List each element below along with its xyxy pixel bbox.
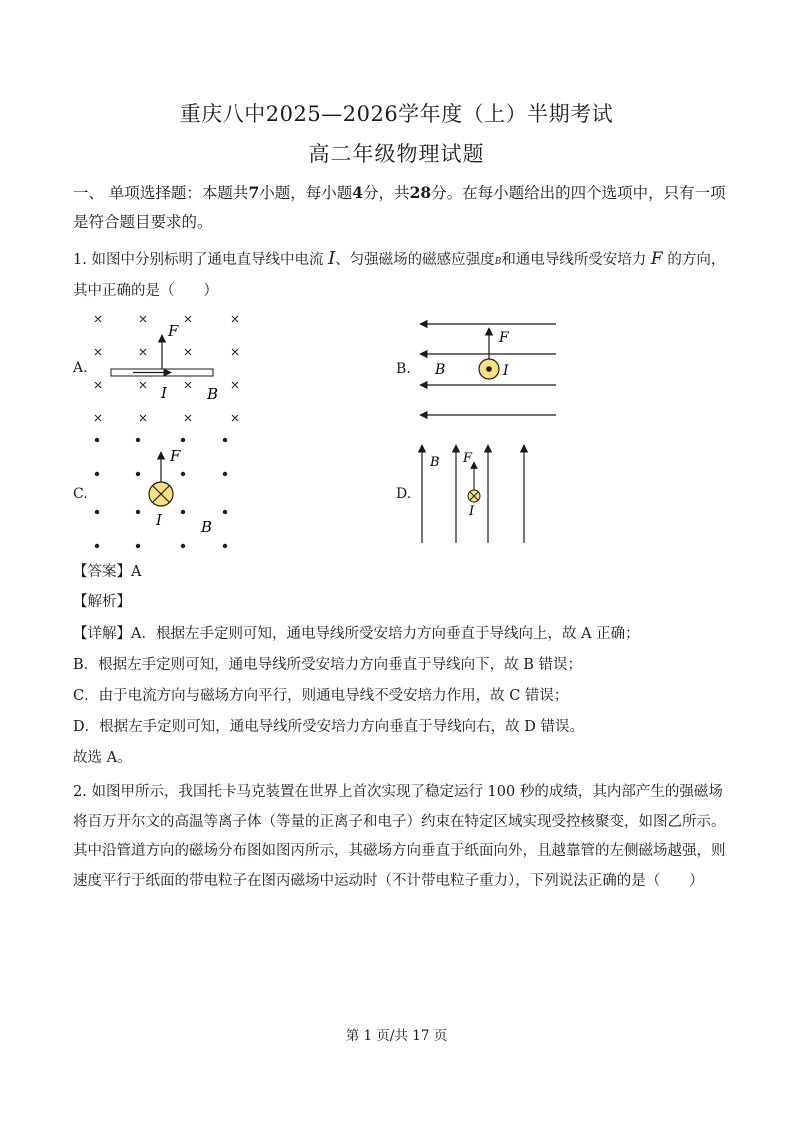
label-i: I [156, 511, 162, 529]
q1-symbol-b: B [494, 257, 502, 267]
option-b-diagram [420, 324, 556, 415]
label-b: B [430, 455, 440, 470]
answer-tag: 【答案】A [73, 564, 142, 580]
section-heading [73, 178, 733, 237]
q1-text-c: 和通电导线所受安培力 [501, 252, 647, 268]
option-c-label: C. [73, 486, 88, 502]
question-1 [73, 244, 733, 306]
label-f: F [463, 451, 473, 466]
q1-figure [73, 306, 573, 556]
section-text-1: 一、 单项选择题：本题共 [73, 184, 249, 202]
label-b: B [435, 362, 446, 378]
section-points: 4 [352, 183, 364, 202]
option-a-label: A. [73, 360, 88, 376]
section-text-3: 分，共 [363, 184, 410, 202]
option-d-label: D. [396, 486, 412, 502]
exam-subtitle: 高二年级物理试题 [308, 142, 485, 166]
section-text-2: 小题，每小题 [259, 184, 353, 202]
q1-text-b: 、匀强磁场的磁感应强度 [335, 252, 495, 268]
option-a-diagram [95, 316, 238, 421]
page-footer: 第 1 页/共 17 页 [345, 1028, 448, 1044]
label-f: F [170, 447, 181, 465]
exam-title: 重庆八中2025—2026学年度（上）半期考试 [179, 102, 614, 126]
analysis-line-c: C．由于电流方向与磁场方向平行，则通电导线不受安培力作用，故 C 错误； [73, 688, 569, 704]
label-i: I [503, 363, 509, 379]
analysis-line-a: 【详解】A．根据左手定则可知，通电导线所受安培力方向垂直于导线向上，故 A 正确； [73, 626, 640, 642]
section-total: 28 [409, 183, 432, 202]
label-i: I [469, 504, 475, 519]
analysis-line-b: B．根据左手定则可知，通电导线所受安培力方向垂直于导线向下，故 B 错误； [73, 657, 583, 673]
label-b: B [207, 385, 219, 403]
question-2: 2. 如图甲所示，我国托卡马克装置在世界上首次实现了稳定运行 100 秒的成绩，其内部产生的强磁场将百万开尔文的高温等离子体（等量的正离子和电子）约束在特定区域实现受控核聚变，如图乙所示。其中沿管道方向的磁场分布图如图丙所示，其磁场方向垂直于纸面向外，且越靠管的左侧磁场越强，则速度平行于纸面的带电粒子在图丙磁场中运动时（不计带电粒子重力），下列说法正确的是（ ） [73, 784, 726, 889]
option-b-label: B. [396, 361, 411, 377]
q1-text-d: 的方向，其中正确的是（ ） [73, 252, 726, 299]
current-dot [486, 366, 492, 372]
analysis-line-d: D．根据左手定则可知，通电导线所受安培力方向垂直于导线向右，故 D 错误。 [73, 719, 584, 735]
analysis-conclusion: 故选 A。 [73, 750, 132, 766]
section-text-4: 分。在每小题给出的四个选项中，只有一项是符合题目要求的。 [73, 184, 726, 231]
section-count: 7 [248, 183, 260, 202]
label-i: I [161, 384, 167, 402]
label-f: F [499, 330, 509, 346]
q1-symbol-i: I [328, 248, 336, 269]
q1-symbol-f: F [650, 249, 663, 269]
analysis-tag: 【解析】 [73, 594, 131, 610]
label-b: B [201, 518, 213, 536]
option-d-diagram [422, 445, 524, 543]
label-f: F [168, 322, 179, 340]
option-c-diagram [95, 438, 227, 548]
q1-text-a: 1. 如图中分别标明了通电直导线中电流 [73, 252, 324, 268]
